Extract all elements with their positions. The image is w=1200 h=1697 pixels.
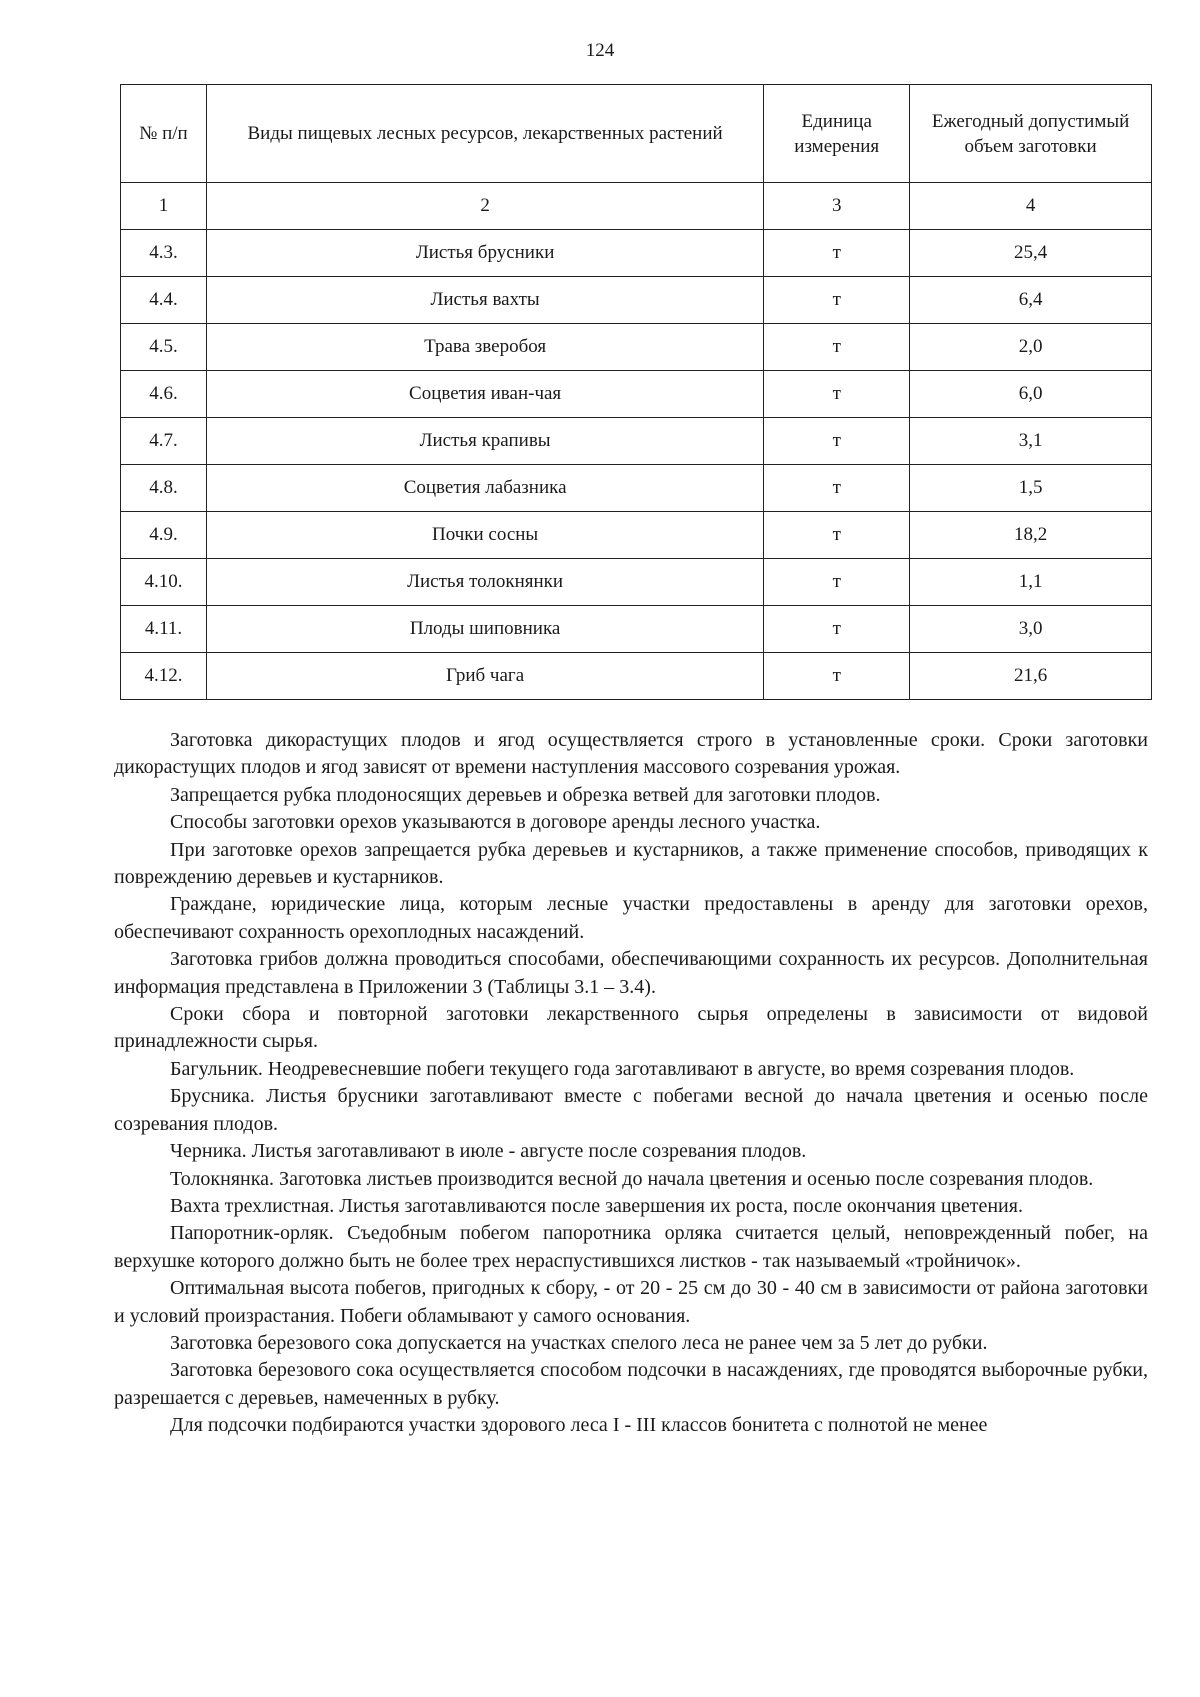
unit: т	[764, 371, 910, 418]
row-number: 4.6.	[121, 371, 207, 418]
table-row	[121, 230, 1152, 277]
paragraph: Заготовка березового сока допускается на участках спелого леса не ранее чем за 5 лет до рубки.	[170, 1331, 988, 1354]
resource-name: Листья вахты	[206, 277, 763, 324]
paragraph: Заготовка дикорастущих плодов и ягод осуществляется строго в установленные сроки. Сроки заготовки дикорастущих плодов и ягод зависят от времени наступления массового созревания урожая.	[114, 729, 1148, 779]
unit: т	[764, 653, 910, 700]
annual-volume: 18,2	[910, 512, 1152, 559]
annual-volume: 2,0	[910, 324, 1152, 371]
unit: т	[764, 277, 910, 324]
table-row	[121, 653, 1152, 700]
column-number: 4	[910, 183, 1152, 230]
paragraph: Багульник. Неодревесневшие побеги текущего года заготавливают в августе, во время созревания плодов.	[170, 1057, 1075, 1080]
paragraph: Брусника. Листья брусники заготавливают вместе с побегами весной до начала цветения и осенью после созревания плодов.	[114, 1085, 1148, 1135]
annual-volume: 6,4	[910, 277, 1152, 324]
table-row	[121, 371, 1152, 418]
table-row	[121, 606, 1152, 653]
resource-name: Листья брусники	[206, 230, 763, 277]
resource-name: Листья крапивы	[206, 418, 763, 465]
row-number: 4.4.	[121, 277, 207, 324]
row-number: 4.9.	[121, 512, 207, 559]
paragraph: Папоротник-орляк. Съедобным побегом папоротника орляка считается целый, неповрежденный побег, на верхушке которого должно быть не более трех нераспустившихся листков - так называемый «тройничок».	[114, 1222, 1148, 1272]
paragraph: Черника. Листья заготавливают в июле - августе после созревания плодов.	[170, 1140, 807, 1163]
resource-name: Почки сосны	[206, 512, 763, 559]
table-column-numbers-row	[121, 183, 1152, 230]
annual-volume: 21,6	[910, 653, 1152, 700]
header-number: № п/п	[121, 85, 207, 183]
paragraph: Заготовка березового сока осуществляется способом подсочки в насаждениях, где проводятся выборочные рубки, разрешается с деревьев, намеченных в рубку.	[114, 1359, 1148, 1409]
table-row	[121, 512, 1152, 559]
unit: т	[764, 418, 910, 465]
unit: т	[764, 324, 910, 371]
row-number: 4.5.	[121, 324, 207, 371]
column-number: 3	[764, 183, 910, 230]
row-number: 4.12.	[121, 653, 207, 700]
resource-name: Плоды шиповника	[206, 606, 763, 653]
annual-volume: 3,1	[910, 418, 1152, 465]
paragraph: Граждане, юридические лица, которым лесные участки предоставлены в аренду для заготовки орехов, обеспечивают сохранность орехоплодных насаждений.	[114, 893, 1148, 943]
table-row	[121, 418, 1152, 465]
paragraph: Способы заготовки орехов указываются в договоре аренды лесного участка.	[170, 811, 821, 834]
row-number: 4.11.	[121, 606, 207, 653]
paragraph: Оптимальная высота побегов, пригодных к сбору, - от 20 - 25 см до 30 - 40 см в зависимости от района заготовки и условий произрастания. Побеги обламывают у самого основания.	[114, 1277, 1148, 1327]
unit: т	[764, 512, 910, 559]
unit: т	[764, 230, 910, 277]
resources-table	[120, 84, 1152, 700]
row-number: 4.7.	[121, 418, 207, 465]
annual-volume: 1,5	[910, 465, 1152, 512]
column-number: 1	[121, 183, 207, 230]
resource-name: Листья толокнянки	[206, 559, 763, 606]
page-number: 124	[585, 40, 615, 61]
resource-name: Трава зверобоя	[206, 324, 763, 371]
table-row	[121, 324, 1152, 371]
paragraph: При заготовке орехов запрещается рубка деревьев и кустарников, а также применение способов, приводящих к повреждению деревьев и кустарников.	[114, 838, 1148, 889]
annual-volume: 6,0	[910, 371, 1152, 418]
table-row	[121, 559, 1152, 606]
table-body	[121, 230, 1152, 700]
table-row	[121, 465, 1152, 512]
header-resource-type: Виды пищевых лесных ресурсов, лекарственных растений	[206, 85, 763, 183]
paragraph: Запрещается рубка плодоносящих деревьев и обрезка ветвей для заготовки плодов.	[170, 783, 881, 806]
column-number: 2	[206, 183, 763, 230]
unit: т	[764, 559, 910, 606]
table-header-row	[121, 85, 1152, 183]
body-text	[114, 727, 1148, 1440]
row-number: 4.8.	[121, 465, 207, 512]
resource-name: Гриб чага	[206, 653, 763, 700]
annual-volume: 1,1	[910, 559, 1152, 606]
header-annual-volume: Ежегодный допустимый объем заготовки	[910, 85, 1152, 183]
unit: т	[764, 606, 910, 653]
paragraph: Вахта трехлистная. Листья заготавливаются после завершения их роста, после окончания цветения.	[170, 1194, 1023, 1217]
row-number: 4.3.	[121, 230, 207, 277]
paragraph: Сроки сбора и повторной заготовки лекарственного сырья определены в зависимости от видовой принадлежности сырья.	[114, 1003, 1148, 1053]
paragraph: Заготовка грибов должна проводиться способами, обеспечивающими сохранность их ресурсов. Дополнительная информация представлена в Приложении 3 (Таблицы 3.1 – 3.4).	[114, 948, 1148, 998]
annual-volume: 3,0	[910, 606, 1152, 653]
row-number: 4.10.	[121, 559, 207, 606]
header-unit: Единица измерения	[764, 85, 910, 183]
paragraph: Для подсочки подбираются участки здорового леса I - III классов бонитета с полнотой не менее	[170, 1414, 988, 1437]
annual-volume: 25,4	[910, 230, 1152, 277]
unit: т	[764, 465, 910, 512]
resource-name: Соцветия лабазника	[206, 465, 763, 512]
table-row	[121, 277, 1152, 324]
paragraph: Толокнянка. Заготовка листьев производится весной до начала цветения и осенью после созревания плодов.	[170, 1167, 1094, 1190]
resource-name: Соцветия иван-чая	[206, 371, 763, 418]
